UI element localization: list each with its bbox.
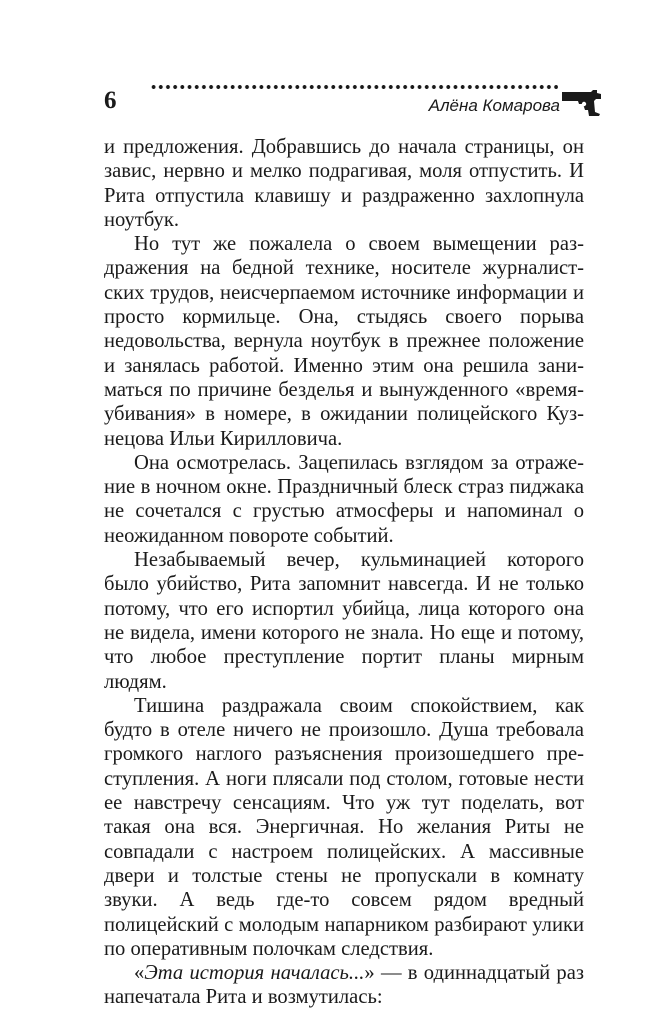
paragraph: Она осмотрелась. Зацепилась взглядом за отражение в ночном окне. Праздничный блеск страз пиджака не сочетался с грустью атмосферы и напоминал о неожиданном повороте событий. [104, 451, 584, 547]
header-dotted-rule [150, 80, 558, 94]
paragraph: Незабываемый вечер, кульминацией которого было убийство, Рита запомнит навсегда. И не только потому, что его испортил убийца, лица которого она не видела, имени которого не знала. Но еще и потому, что любое преступление портит планы мирным людям. [104, 549, 584, 693]
paragraph: и предложения. Добравшись до начала страницы, он завис, нервно и мелко подрагивая, моля отпустить. И Рита отпустила клавишу и раздраженно захлопнула ноутбук. [104, 136, 584, 231]
paragraph-rest: » — в одиннадцатый раз напечатала Рита и возмутилась: [104, 962, 584, 1009]
paragraph: Тишина раздражала своим спокойствием, как будто в отеле ничего не произошло. Душа требовала громкого наглого разъяснения произошедшего преступления. А ноги плясали под столом, готовые нести ее навстречу сенсациям. Что уж тут поделать, вот такая она вся. Энергичная. Но желания Риты не совпадали с настроем полицейских. А массивные двери и толстые стены не пропускали в комнату звуки. А ведь где-то совсем рядом вредный полицейский с молодым напарником разбирают улики по оперативным полочкам следствия. [104, 694, 584, 960]
author-name: Алёна Комарова [428, 96, 560, 115]
open-quote: « [134, 962, 145, 985]
paragraph: Но тут же пожалела о своем вымещении раздражения на бедной технике, носителе журналистских трудов, неисчерпаемом источнике информации и просто кормильце. Она, стыдясь своего порыва недовольства, вернула ноутбук в прежнее положение и занялась работой. Именно этим она решила заниматься по причине безделья и вынужденного «времяубивания» в номере, в ожидании полицейского Кузнецова Ильи Кирилловича. [104, 233, 584, 450]
page-number: 6 [104, 87, 117, 114]
revolver-icon [561, 88, 603, 116]
body-text [104, 135, 584, 1010]
italic-phrase: Эта история началась... [144, 962, 365, 985]
paragraph-last [104, 961, 584, 1010]
